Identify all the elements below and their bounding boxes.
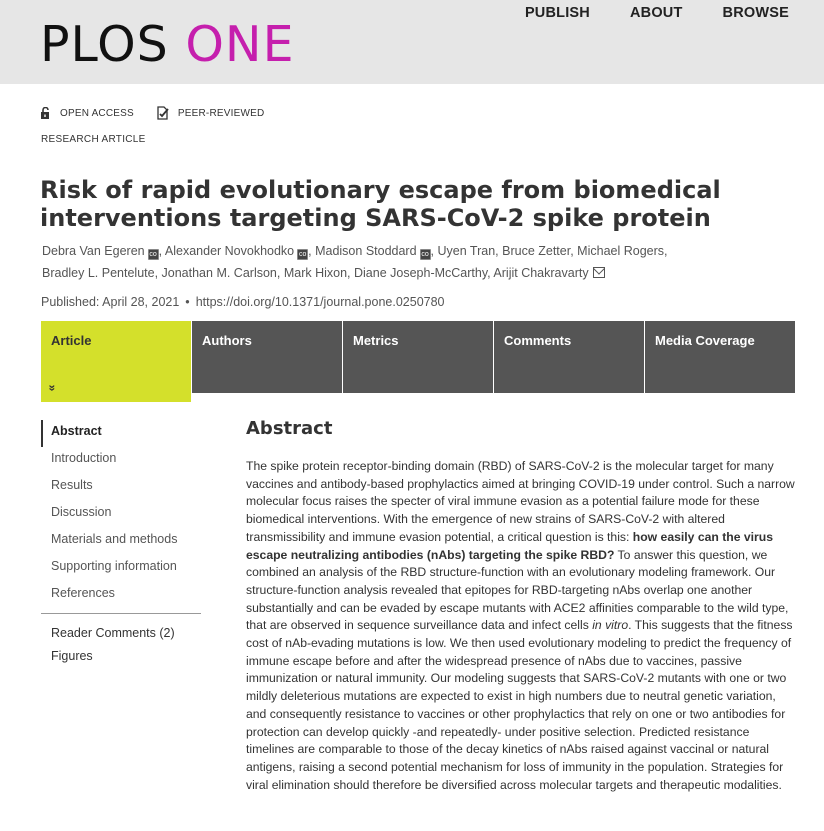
orcid-icon[interactable]: co (298, 251, 307, 258)
orcid-icon[interactable]: co (421, 251, 429, 258)
plos-one-logo[interactable] (40, 18, 295, 72)
tab-media-coverage[interactable] (645, 321, 795, 393)
author[interactable]: Madison Stoddard co (315, 244, 429, 258)
tab-comments[interactable] (494, 321, 644, 393)
author[interactable]: Mark Hixon (283, 266, 348, 280)
article-title: Risk of rapid evolutionary escape from biomedical interventions targeting SARS-CoV-2 spike protein (40, 176, 721, 232)
nav-divider (41, 613, 201, 614)
tab-metrics[interactable] (343, 321, 493, 393)
published-date: Published: April 28, 2021 (41, 295, 180, 309)
author[interactable]: Arijit Chakravarty (493, 266, 604, 280)
site-header (0, 0, 824, 84)
nav-about[interactable]: ABOUT (629, 5, 683, 21)
nav-browse[interactable]: BROWSE (722, 5, 789, 21)
section-nav (41, 420, 201, 668)
nav-section-abstract[interactable]: Abstract (41, 420, 201, 447)
tab-comments-label: Comments (504, 333, 572, 348)
author[interactable]: Uyen Tran (437, 244, 496, 258)
nav-section-references[interactable]: References (51, 586, 115, 600)
tab-metrics-label: Metrics (353, 333, 399, 348)
author[interactable]: Debra Van Egeren co (42, 244, 157, 258)
article-tabs (41, 321, 795, 402)
nav-section-results[interactable]: Results (51, 478, 93, 492)
author[interactable]: Michael Rogers (577, 244, 665, 258)
nav-section-materials-methods[interactable]: Materials and methods (51, 532, 178, 546)
chevron-down-icon[interactable]: » (45, 384, 60, 392)
nav-section-introduction[interactable]: Introduction (51, 451, 117, 465)
peer-reviewed-icon (156, 106, 169, 120)
open-lock-icon (40, 107, 51, 119)
author-list: Debra Van Egeren co , Alexander Novokhodko co , Madison Stoddard co , Uyen Tran, Bruce Zetter, Michael Rogers, Bradley L. Pentelute, Jonathan M. Carlson, Mark Hixon, Diane Joseph-McCarthy, Arijit Chakravarty (42, 244, 668, 280)
nav-section-supporting-information[interactable]: Supporting information (51, 559, 177, 573)
open-access-badge[interactable] (40, 107, 134, 119)
abstract-text: The spike protein receptor-binding domain (RBD) of SARS-CoV-2 is the molecular target for many vaccines and antibody-based prophylactics aimed at bringing COVID-19 under control. Such a narrow molecular focus raises the specter of viral immune evasion as a potential failure mode for these biomedical interventions. With the emergence of new strains of SARS-CoV-2 with altered transmissibility and immune evasion potential, a critical question is this: how easily can the virus escape neutralizing antibodies (nAbs) targeting the spike RBD? To answer this question, we combined an analysis of the RBD structure-function with an evolutionary modeling framework. Our structure-function analysis revealed that epitopes for RBD-targeting nAbs overlap one another substantially and can be evaded by escape mutants with ACE2 affinities comparable to the wild type, that are observed in sequence surveillance data and infect cells in vitro. This suggests that the fitness cost of nAb-evading mutations is low. We then used evolutionary modeling to predict the frequency of immune escape before and after the widespread presence of nAbs due to vaccines, passive immunization or natural immunity. Our modeling suggests that SARS-CoV-2 mutants with one or two mildly deleterious mutations are expected to exist in high numbers due to neutral genetic variation, and consequently resistance to vaccines or other prophylactics that rely on one or two antibodies for protection can develop quickly -and repeatedly- under positive selection. Predicted resistance timelines are comparable to those of the decay kinetics of nAbs raised against vaccinal or natural antigens, raising a second potential mechanism for loss of immunity in the population. Strategies for viral elimination should therefore be diversified across molecular targets and therapeutic modalities. (246, 459, 795, 792)
open-access-label: OPEN ACCESS (60, 107, 134, 119)
email-icon[interactable] (593, 267, 605, 278)
author[interactable]: Jonathan M. Carlson (161, 266, 277, 280)
nav-publish[interactable]: PUBLISH (524, 5, 590, 21)
author[interactable]: Bradley L. Pentelute (42, 266, 155, 280)
logo-one: ONE (185, 16, 295, 73)
peer-reviewed-label: PEER-REVIEWED (177, 107, 265, 119)
author[interactable]: Alexander Novokhodko co (164, 244, 307, 258)
tab-article[interactable] (41, 321, 191, 402)
nav-reader-comments[interactable]: Reader Comments (2) (51, 626, 175, 640)
article-badges (40, 106, 286, 120)
doi-link[interactable]: https://doi.org/10.1371/journal.pone.0250780 (195, 295, 445, 309)
peer-reviewed-badge[interactable] (156, 106, 265, 120)
tab-article-label: Article (51, 333, 92, 348)
author[interactable]: Diane Joseph-McCarthy (354, 266, 488, 280)
nav-section-discussion[interactable]: Discussion (51, 505, 112, 519)
separator-dot: • (185, 295, 190, 309)
author[interactable]: Bruce Zetter (502, 244, 571, 258)
tab-authors-label: Authors (202, 333, 252, 348)
orcid-icon[interactable]: co (149, 251, 157, 258)
logo-plos: PLOS (40, 16, 169, 73)
tab-authors[interactable] (192, 321, 342, 393)
abstract-heading: Abstract (246, 418, 333, 439)
nav-figures[interactable]: Figures (51, 649, 93, 663)
top-nav (485, 5, 789, 21)
tab-media-coverage-label: Media Coverage (655, 333, 755, 348)
article-type: RESEARCH ARTICLE (41, 134, 146, 145)
publication-info (41, 295, 445, 309)
